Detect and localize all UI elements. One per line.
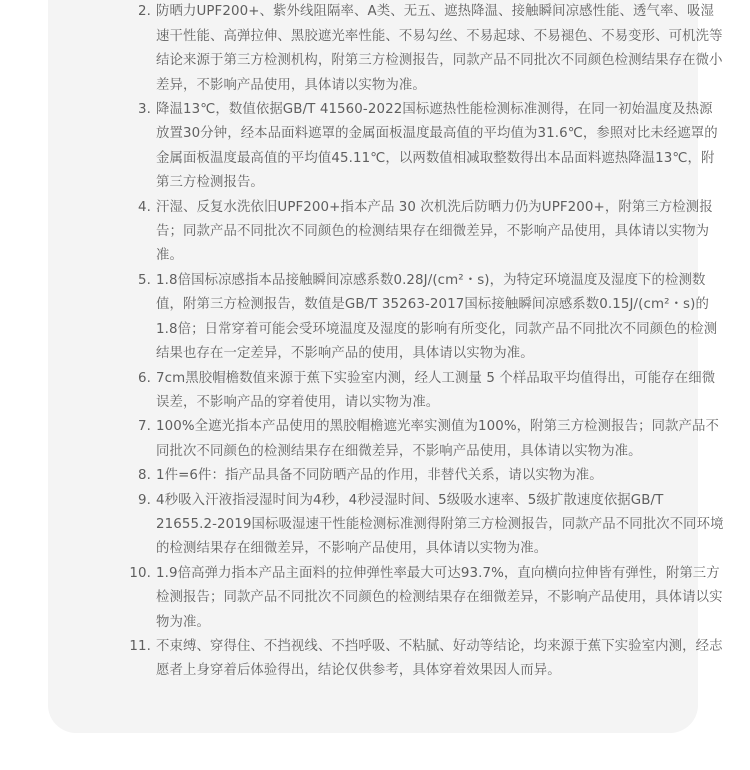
note-text: 1.9倍高弹力指本产品主面料的拉伸弹性率最大可达93.7%，直向横向拉伸皆有弹性，附第三方检测报告；同款产品不同批次不同颜色的检测结果存在细微差异，不影响产品使用，具体请以实物为准。 (156, 565, 723, 630)
note-item (124, 269, 724, 367)
note-text: 1.8倍国标凉感指本品接触瞬间凉感系数0.28J/(cm²・s)，为特定环境温度及湿度下的检测数值，附第三方检测报告，数值是GB/T 35263-2017国标接触瞬间凉感系数0.15J/(cm²・s)的1.8倍；日常穿着可能会受环境温度及湿度的影响有所变化，同款产品不同批次不同颜色的检测结果也存在一定差异，不影响产品的使用，具体请以实物为准。 (156, 272, 718, 362)
note-text: 7cm黑胶帽檐数值来源于蕉下实验室内测，经人工测量 5 个样品取平均值得出，可能存在细微误差，不影响产品的穿着使用，请以实物为准。 (156, 370, 716, 410)
note-item (124, 415, 724, 464)
note-item (124, 98, 724, 196)
note-number: 4. (138, 199, 151, 215)
notes-panel (48, 0, 724, 733)
note-number: 2. (138, 4, 151, 20)
note-number: 8. (138, 468, 151, 484)
note-text: 不束缚、穿得住、不挡视线、不挡呼吸、不粘腻、好动等结论，均来源于蕉下实验室内测，经志愿者上身穿着后体验得出，结论仅供参考，具体穿着效果因人而异。 (156, 638, 723, 679)
note-number: 6. (138, 370, 151, 386)
note-text: 1件=6件：指产品具备不同防晒产品的作用，非替代关系，请以实物为准。 (156, 468, 603, 484)
note-item (124, 196, 724, 269)
note-number: 3. (138, 102, 151, 118)
note-number: 9. (138, 492, 151, 508)
note-number: 11. (129, 638, 151, 654)
note-number: 10. (129, 565, 151, 581)
note-item (124, 489, 724, 562)
note-item (124, 635, 724, 684)
note-text: 4秒吸入汗液指浸湿时间为4秒，4秒浸湿时间、5级吸水速率、5级扩散速度依据GB/T 21655.2-2019国标吸湿速干性能检测标准测得附第三方检测报告，同款产品不同批次不同环境的检测结果存在细微差异，不影响产品使用，具体请以实物为准。 (156, 492, 724, 557)
notes-list (124, 0, 724, 684)
note-item (124, 562, 724, 635)
note-item (124, 464, 724, 488)
note-text: 汗湿、反复水洗依旧UPF200+指本产品 30 次机洗后防晒力仍为UPF200+，附第三方检测报告；同款产品不同批次不同颜色的检测结果存在细微差异，不影响产品使用，具体请以实物为准。 (156, 199, 713, 264)
note-text: 防晒力UPF200+、紫外线阻隔率、A类、无五、遮热降温、接触瞬间凉感性能、透气率、吸湿速干性能、高弹拉伸、黑胶遮光率性能、不易勾丝、不易起球、不易褪色、不易变形、可机洗等结论来源于第三方检测机构，附第三方检测报告，同款产品不同批次不同颜色检测结果存在微小差异，不影响产品使用，具体请以实物为准。 (156, 4, 723, 93)
note-item (124, 0, 724, 98)
note-number: 7. (138, 419, 151, 435)
note-text: 100%全遮光指本产品使用的黑胶帽檐遮光率实测值为100%，附第三方检测报告；同款产品不同批次不同颜色的检测结果存在细微差异，不影响产品使用，具体请以实物为准。 (156, 419, 720, 459)
note-number: 5. (138, 272, 151, 288)
note-item (124, 367, 724, 416)
note-text: 降温13℃，数值依据GB/T 41560-2022国标遮热性能检测标准测得，在同一初始温度及热源放置30分钟，经本品面料遮罩的金属面板温度最高值的平均值为31.6℃，参照对比未经遮罩的金属面板温度最高值的平均值45.11℃，以两数值相减取整数得出本品面料遮热降温13℃，附第三方检测报告。 (156, 102, 718, 191)
